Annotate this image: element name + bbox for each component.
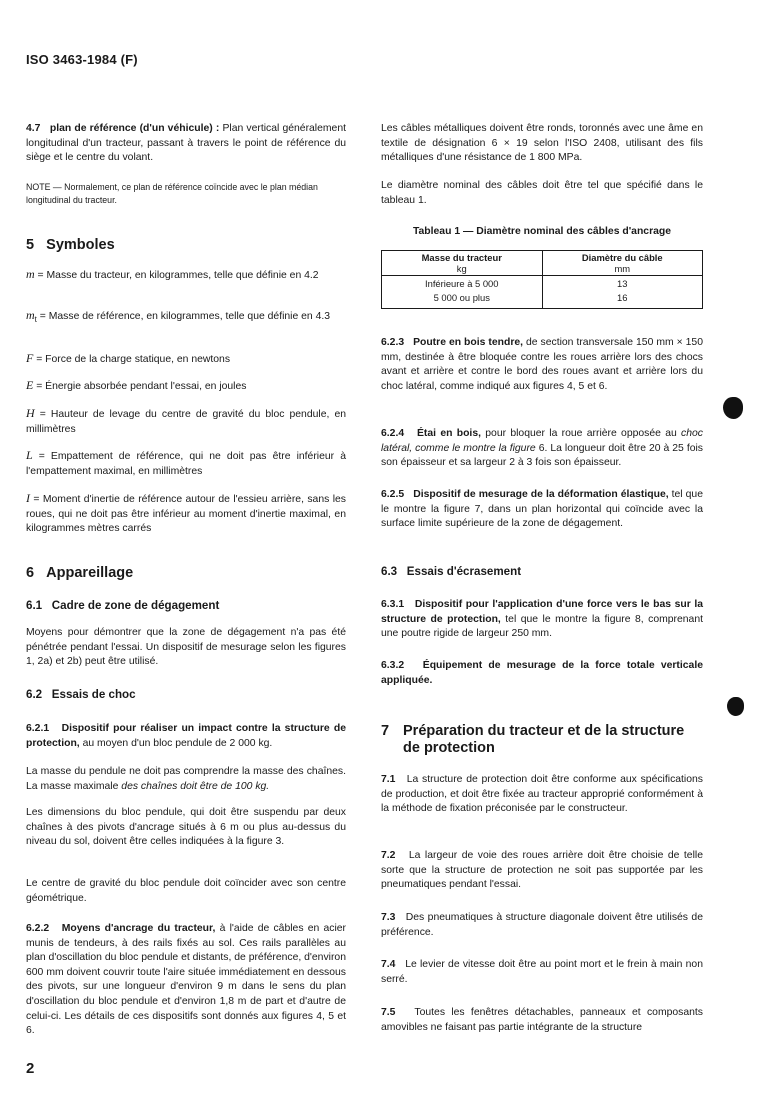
clause-4-7 [26, 122, 346, 166]
symbol-item: L = Empattement de référence, qui ne doit pas être inférieur à l'empattement maximal, en millimètres [26, 448, 346, 477]
paragraph-diametre: Le diamètre nominal des câbles doit être tel que spécifié dans le tableau 1. [381, 180, 703, 206]
clause-text: Plan vertical généralement longitudinal d'un tracteur, passant à travers le point de référence du siège et le centre du volant. [26, 123, 346, 164]
clause-number: 4.7 [26, 123, 41, 134]
table-header-cell: Masse du tracteur kg [382, 251, 543, 276]
section-6-2-heading: 6.2 Essais de choc [26, 688, 136, 701]
symbol-item: $m_t$ = Masse de référence, en kilogrammes, telle que définie en 4.3 [26, 308, 331, 325]
section-6-1-heading: 6.1 Cadre de zone de dégagement [26, 599, 220, 612]
clause-7-3: 7.3 Des pneumatiques à structure diagonale doivent être utilisés de préférence. [381, 912, 703, 938]
paragraph-pendule-dimensions: Les dimensions du bloc pendule, qui doit être suspendu par deux chaînes à des pivots d'ancrage situés à 6 m ou plus au-dessus du niveau du sol, doivent être celles indiquées à la figure 3. [26, 807, 346, 848]
symbol-item: I = Moment d'inertie de référence autour de l'essieu arrière, sans les roues, qui ne doit pas être inférieur au moment d'inertie maximal, en kilogrammes mètres carrés [26, 491, 346, 535]
section-6-3-heading: 6.3 Essais d'écrasement [381, 565, 522, 578]
punch-hole-mark [723, 397, 743, 419]
symbol-item: E = Énergie absorbée pendant l'essai, en joules [26, 378, 247, 392]
clause-6-2-5: 6.2.5 Dispositif de mesurage de la déformation élastique, tel que le montre la figure 7, dans un plan horizontal qui coïncide avec la surface limite supérieure de la zone de dégagement. [381, 489, 703, 530]
table-header-row [382, 251, 703, 276]
table-cell: 16 [542, 291, 703, 309]
table-1 [381, 250, 703, 309]
table-header-cell: Diamètre du câble mm [542, 251, 703, 276]
clause-6-2-4: 6.2.4 Étai en bois, pour bloquer la roue arrière opposée au choc latéral, comme le montre la figure 6. La longueur doit être 20 à 25 fois son épaisseur et sa largeur 2 à 3 fois son épaisseur. [381, 428, 703, 469]
clause-7-4: 7.4 Le levier de vitesse doit être au point mort et le frein à main non serré. [381, 959, 703, 985]
section-6-1-text: Moyens pour démontrer que la zone de dégagement n'a pas été pénétrée pendant l'essai. Un dispositif de mesurage selon les figures 1, 2a) et 2b) peut être utilisé. [26, 627, 346, 668]
table-row [382, 276, 703, 292]
clause-7-5: 7.5 Toutes les fenêtres détachables, panneaux et composants amovibles ne faisant pas partie intégrante de la structure [381, 1007, 703, 1033]
paragraph-cables: Les câbles métalliques doivent être ronds, toronnés avec une âme en textile de désignation 6 × 19 selon l'ISO 2408, utilisant des fils métalliques d'une résistance de 1 800 MPa. [381, 123, 703, 164]
page-number: 2 [26, 1060, 35, 1077]
punch-hole-mark [727, 697, 744, 716]
section-5-heading: 5 Symboles [26, 237, 115, 253]
table-cell: 13 [542, 276, 703, 292]
note-4-7: NOTE — Normalement, ce plan de référence coïncide avec le plan médian longitudinal du tracteur. [26, 182, 318, 205]
symbol-item: H = Hauteur de levage du centre de gravité du bloc pendule, en millimètres [26, 406, 346, 435]
clause-7-2: 7.2 La largeur de voie des roues arrière doit être choisie de telle sorte que la structure de protection ne soit pas supportée par les pneumatiques pendant l'essai. [381, 850, 703, 891]
table-1-caption: Tableau 1 — Diamètre nominal des câbles d'ancrage [412, 226, 672, 237]
paragraph-pendule-centre: Le centre de gravité du bloc pendule doit coïncider avec son centre géométrique. [26, 878, 346, 904]
document-header: ISO 3463-1984 (F) [26, 52, 138, 67]
table-row [382, 291, 703, 309]
symbol-item: m = Masse du tracteur, en kilogrammes, telle que définie en 4.2 [26, 267, 319, 281]
paragraph-pendule-mass: La masse du pendule ne doit pas comprendre la masse des chaînes. La masse maximale des chaînes doit être de 100 kg. [26, 766, 346, 792]
clause-6-2-2: 6.2.2 Moyens d'ancrage du tracteur, à l'aide de câbles en acier munis de tendeurs, à des rails fixés au sol. Ces rails parallèles au plan d'oscillation du bloc pendule et distants, de préférence, d'environ 600 mm doivent couvrir toute l'aire située immédiatement en dessous des pivots, sur une longueur d'environ 9 m dans le sens du plan d'oscillation du bloc pendule et d'environ 1,8 m de part et d'autre de celui-ci. Les détails de ces dispositifs sont donnés aux figures 4, 5 et 6. [26, 923, 346, 1037]
section-7-heading: 7 Préparation du tracteur et de la structure de protection [381, 723, 685, 756]
clause-7-1: 7.1 La structure de protection doit être conforme aux spécifications de production, et doit être fixée au tracteur approprié conformément à la méthode de fixation préconisée par le constructeur. [381, 774, 703, 815]
clause-6-2-1: 6.2.1 Dispositif pour réaliser un impact contre la structure de protection, au moyen d'un bloc pendule de 2 000 kg. [26, 723, 346, 749]
table-cell: 5 000 ou plus [382, 291, 543, 309]
table-cell: Inférieure à 5 000 [382, 276, 543, 292]
clause-6-3-1: 6.3.1 Dispositif pour l'application d'une force vers le bas sur la structure de protection, tel que le montre la figure 8, comprenant une poutre rigide de largeur 250 mm. [381, 599, 703, 640]
symbol-item: F = Force de la charge statique, en newtons [26, 351, 231, 365]
section-6-heading: 6 Appareillage [26, 565, 134, 581]
clause-6-3-2: 6.3.2 Équipement de mesurage de la force totale verticale appliquée. [381, 660, 703, 686]
clause-term: plan de référence (d'un véhicule) : [49, 123, 220, 134]
clause-6-2-3: 6.2.3 Poutre en bois tendre, de section transversale 150 mm × 150 mm, destinée à être bloquée contre les roues arrière lors des chocs avant et arrière et contre le bord des roues avant et arrière lors du choc latéral, comme indiqué aux figures 4, 5 et 6. [381, 337, 703, 392]
